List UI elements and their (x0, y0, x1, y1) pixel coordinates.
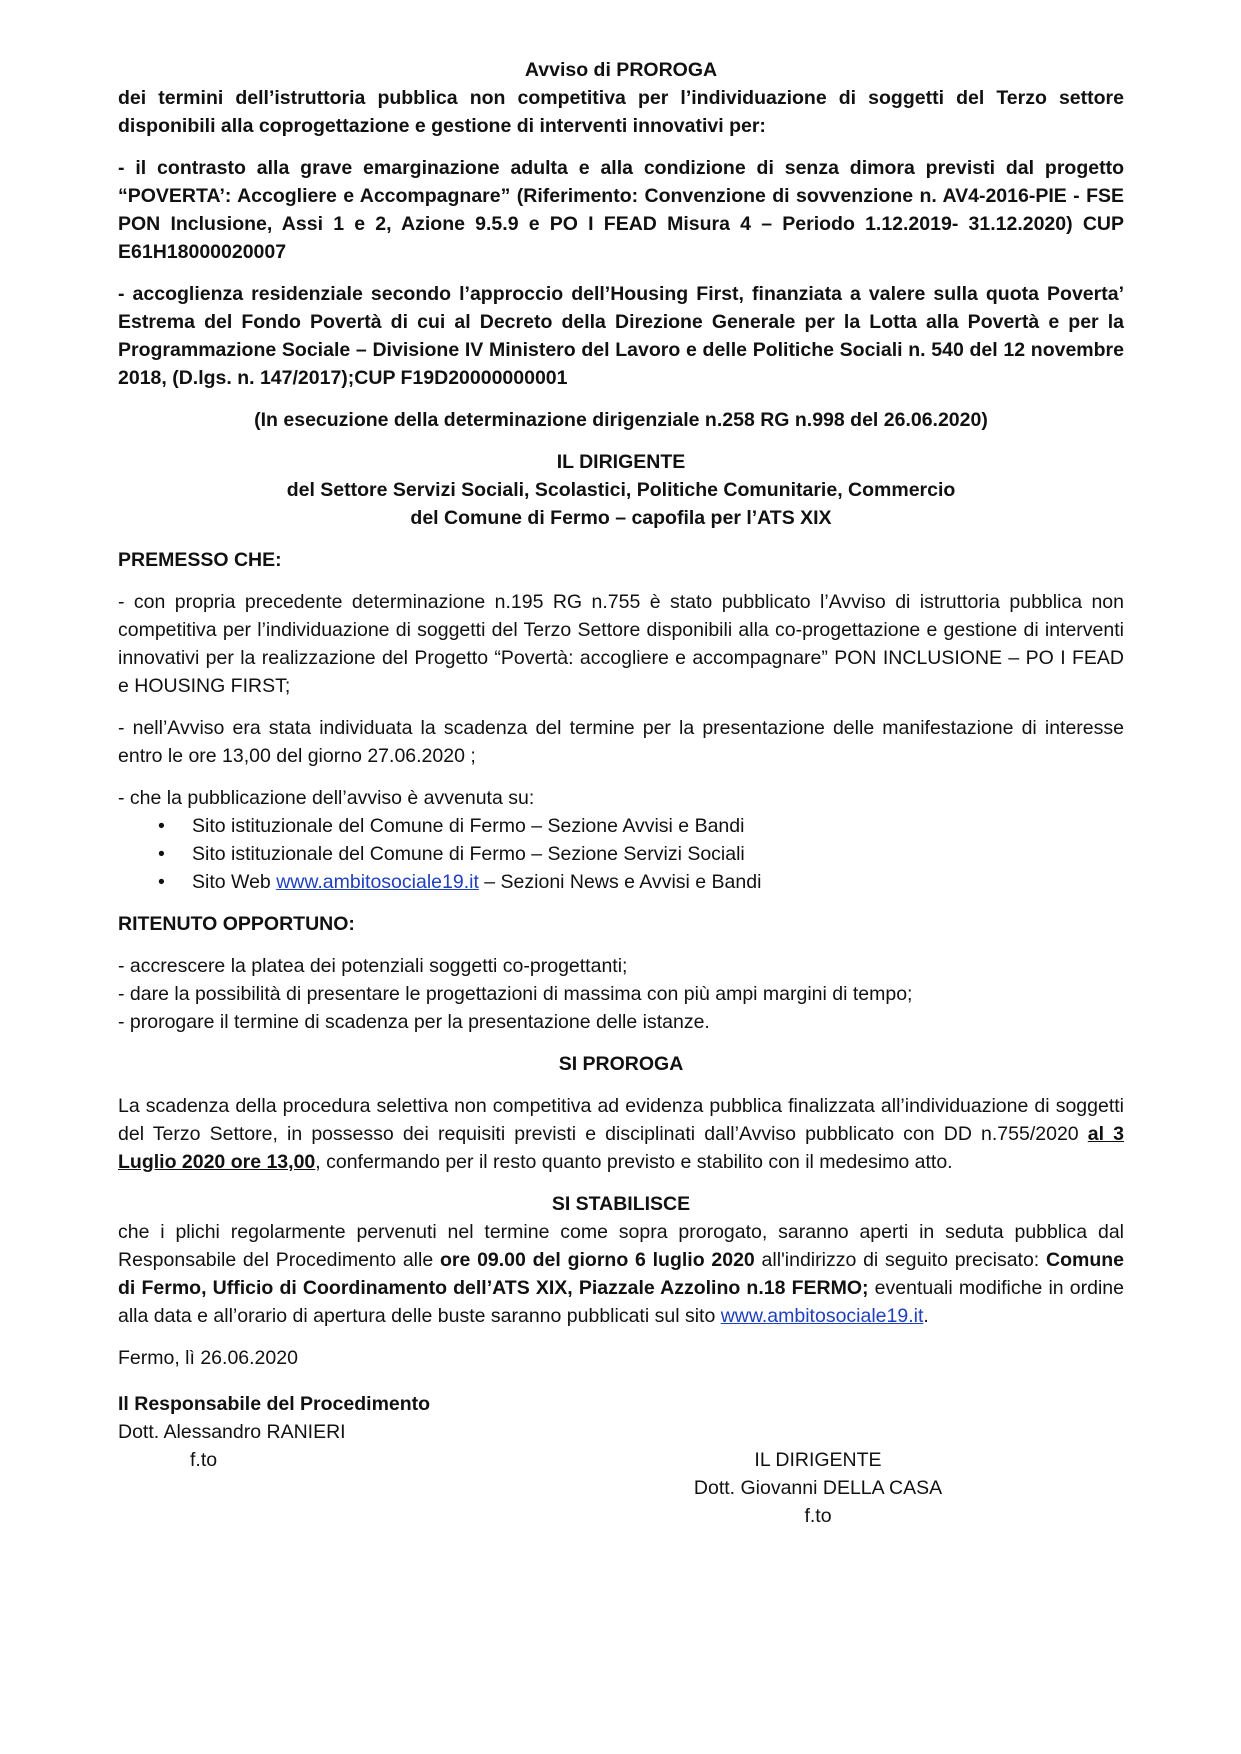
notice-subtitle: dei termini dell’istruttoria pubblica non competitiva per l’individuazione di soggetti del Terzo settore disponibili alla coprogettazione e gestione di interventi innovativi per: (118, 87, 1124, 137)
document-page (118, 56, 1124, 1530)
director-name: Dott. Giovanni DELLA CASA (693, 1477, 943, 1499)
intro-item-1: - il contrasto alla grave emarginazione adulta e alla condizione di senza dimora previsti dal progetto “POVERTA’: Accogliere e Accompagnare” (Riferimento: Convenzione di sovvenzione n. AV4-2016-PIE - FSE PON Inclusione, Assi 1 e 2, Azione 9.5.9 e PO I FEAD Misura 4 – Periodo 1.12.2019- 31.12.2020) CUP E61H18000020007 (118, 157, 1124, 263)
director-title: IL DIRIGENTE (754, 1449, 882, 1471)
premesso-paragraph-2: - nell’Avviso era stata individuata la scadenza del termine per la presentazione delle manifestazione di interesse entro le ore 13,00 del giorno 27.06.2020 ; (118, 717, 1124, 767)
website-link[interactable]: www.ambitosociale19.it (720, 1305, 924, 1327)
notice-title: Avviso di PROROGA (524, 59, 718, 81)
proroga-paragraph: La scadenza della procedura selettiva non competitiva ad evidenza pubblica finalizzata all’individuazione di soggetti del Terzo Settore, in possesso dei requisiti previsti e disciplinati dall’Avviso pubblicato con DD n.755/2020 al 3 Luglio 2020 ore 13,00, confermando per il resto quanto previsto e stabilito con il medesimo atto. (118, 1095, 1124, 1173)
ritenuto-line-1: - accrescere la platea dei potenziali soggetti co-progettanti; (118, 955, 628, 977)
authority-line-1: del Settore Servizi Sociali, Scolastici, Politiche Comunitarie, Commercio (286, 479, 956, 501)
list-item: • Sito istituzionale del Comune di Fermo – Sezione Avvisi e Bandi (158, 812, 1124, 840)
premesso-paragraph-3: - che la pubblicazione dell’avviso è avvenuta su: (118, 787, 535, 809)
stabilisce-paragraph: che i plichi regolarmente pervenuti nel termine come sopra prorogato, saranno aperti in seduta pubblica dal Responsabile del Procedimento alle ore 09.00 del giorno 6 luglio 2020 all'indirizzo di seguito precisato: Comune di Fermo, Ufficio di Coordinamento dell’ATS XIX, Piazzale Azzolino n.18 FERMO; eventuali modifiche in ordine alla data e all’orario di apertura delle buste saranno pubblicati sul sito www.ambitosociale19.it. (118, 1221, 1125, 1327)
responsible-title: Il Responsabile del Procedimento (118, 1393, 431, 1415)
intro-item-2: - accoglienza residenziale secondo l’approccio dell’Housing First, finanziata a valere sulla quota Poverta’ Estrema del Fondo Povertà di cui al Decreto della Direzione Generale per la Lotta alla Povertà e per la Programmazione Sociale – Divisione IV Ministero del Lavoro e delle Politiche Sociali n. 540 del 12 novembre 2018, (D.lgs. n. 147/2017);CUP F19D20000000001 (118, 283, 1124, 389)
list-item: • Sito istituzionale del Comune di Fermo – Sezione Servizi Sociali (158, 840, 1124, 868)
bullet-icon: • (158, 871, 165, 893)
website-link[interactable]: www.ambitosociale19.it (276, 871, 479, 893)
signature-block (118, 1390, 1124, 1530)
ritenuto-heading: RITENUTO OPPORTUNO: (118, 913, 355, 935)
stabilisce-heading: SI STABILISCE (551, 1193, 691, 1215)
ritenuto-line-3: - prorogare il termine di scadenza per la presentazione delle istanze. (118, 1011, 710, 1033)
premesso-paragraph-1: - con propria precedente determinazione n.195 RG n.755 è stato pubblicato l’Avviso di istruttoria pubblica non competitiva per l’individuazione di soggetti del Terzo Settore disponibili alla co-progettazione e gestione di interventi innovativi per la realizzazione del Progetto “Povertà: accogliere e accompagnare” PON INCLUSIONE – PO I FEAD e HOUSING FIRST; (118, 591, 1124, 697)
list-item: • Sito Web www.ambitosociale19.it – Sezioni News e Avvisi e Bandi (158, 868, 1124, 896)
new-deadline: al 3 Luglio 2020 ore 13,00 (118, 1123, 1124, 1173)
bullet-icon: • (158, 815, 165, 837)
place-date: Fermo, lì 26.06.2020 (118, 1347, 298, 1369)
proroga-heading: SI PROROGA (558, 1053, 684, 1075)
publication-list (118, 812, 1124, 896)
signature-left (118, 1390, 430, 1474)
authority-line-2: del Comune di Fermo – capofila per l’ATS XIX (410, 507, 832, 529)
premesso-heading: PREMESSO CHE: (118, 549, 282, 571)
bullet-icon: • (158, 843, 165, 865)
execution-note: (In esecuzione della determinazione dirigenziale n.258 RG n.998 del 26.06.2020) (254, 409, 988, 431)
responsible-name: Dott. Alessandro RANIERI (118, 1421, 346, 1443)
signature-right (638, 1446, 998, 1530)
ritenuto-line-2: - dare la possibilità di presentare le progettazioni di massima con più ampi margini di tempo; (118, 983, 913, 1005)
authority-title: IL DIRIGENTE (556, 451, 686, 473)
director-signed: f.to (804, 1505, 832, 1527)
responsible-signed: f.to (190, 1449, 218, 1471)
